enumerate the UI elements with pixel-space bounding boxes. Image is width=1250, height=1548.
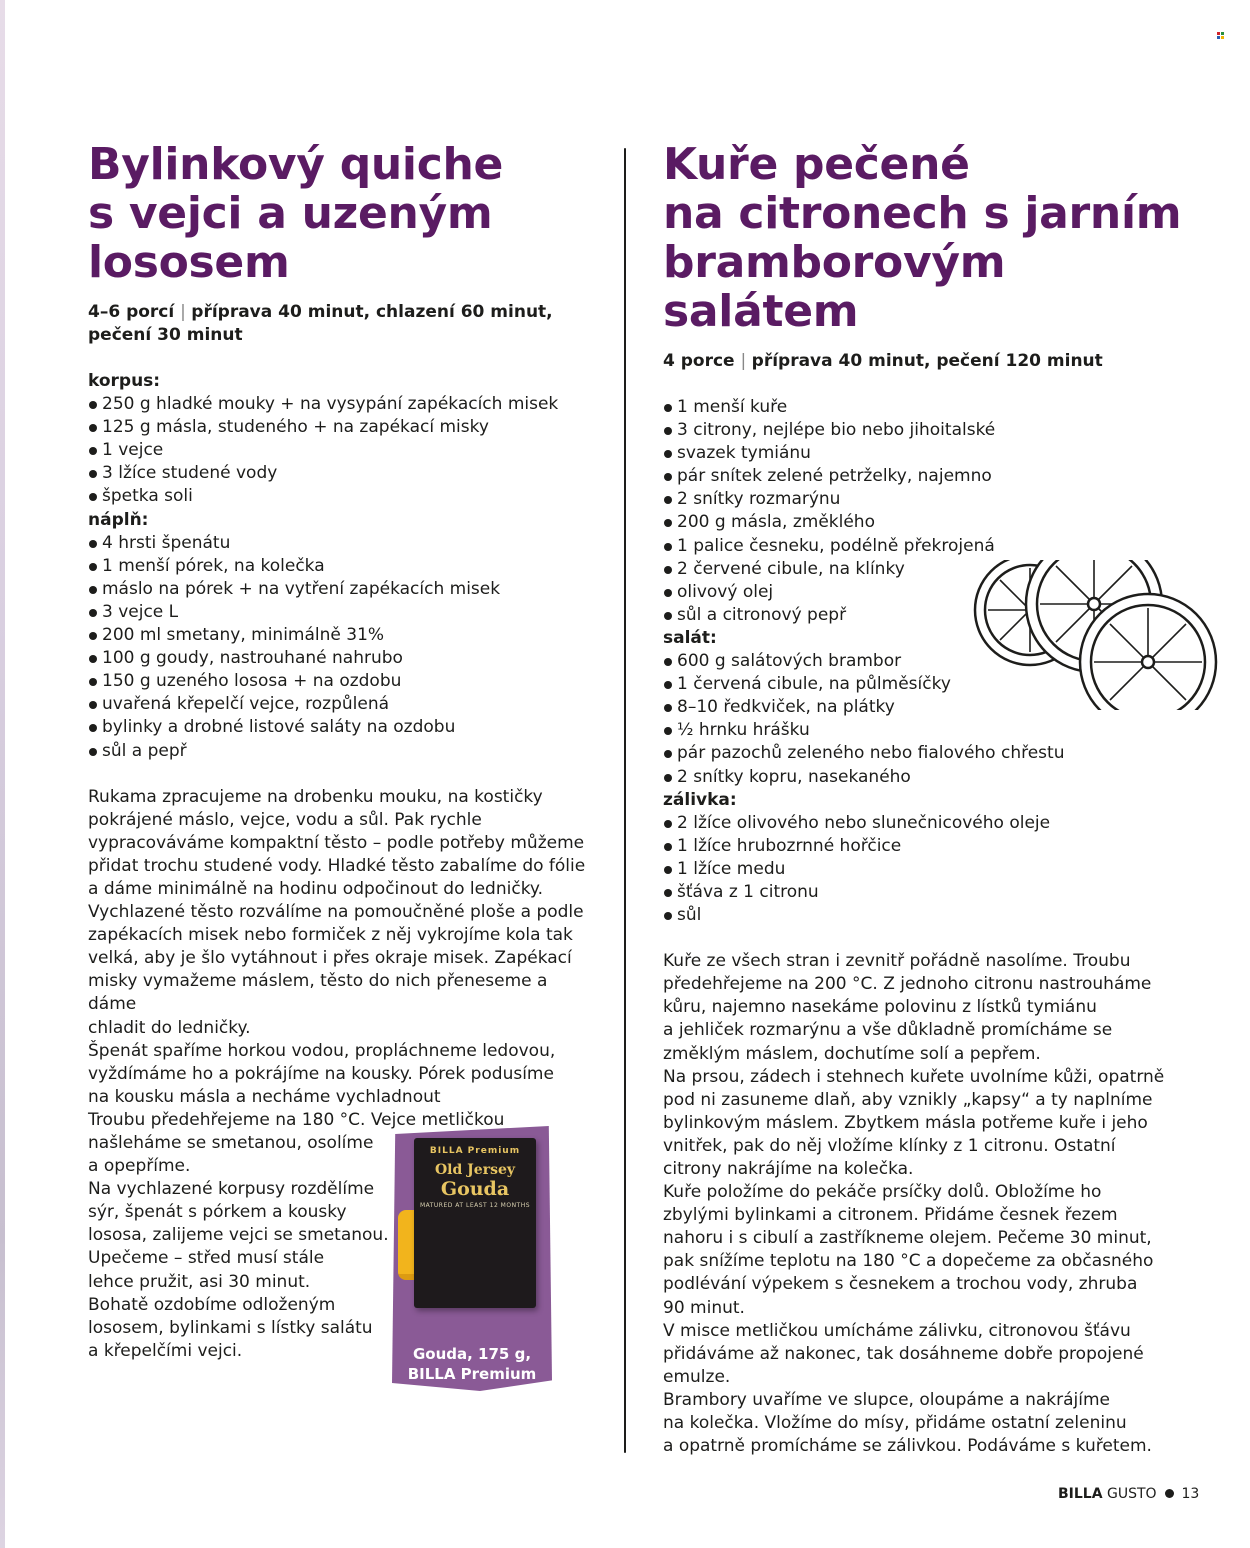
- footer-brand: BILLA: [1058, 1486, 1103, 1502]
- step-line: Na vychlazené korpusy rozdělíme: [88, 1179, 375, 1200]
- list-item: 3 vejce L: [88, 601, 588, 624]
- step-line: předehřejeme na 200 °C. Z jednoho citronu nastrouháme: [663, 974, 1152, 995]
- list-item: 1 lžíce medu: [663, 858, 1203, 881]
- ingredient-list: [88, 532, 588, 763]
- list-item: 2 snítky kopru, nasekaného: [663, 766, 1203, 789]
- step-line: na kousku másla a necháme vychladnout: [88, 1086, 441, 1107]
- list-item: uvařená křepelčí vejce, rozpůlená: [88, 693, 588, 716]
- bullet-icon: [1165, 1489, 1174, 1498]
- step-line: pak snížíme teplotu na 180 °C a dopečeme za občasného: [663, 1251, 1154, 1272]
- list-item: 8–10 ředkviček, na plátky: [663, 696, 1203, 719]
- list-item: 3 lžíce studené vody: [88, 462, 588, 485]
- step-line: zapékacích misek nebo formiček z něj vykrojíme kola tak: [88, 925, 573, 946]
- ingredients: [88, 370, 588, 763]
- step-line: lososem, bylinkami s lístky salátu: [88, 1317, 373, 1338]
- list-item: 250 g hladké mouky + na vysypání zapékacích misek: [88, 393, 588, 416]
- package-brand: BILLA Premium: [429, 1146, 521, 1156]
- package-name-line1: Old Jersey: [434, 1162, 515, 1178]
- step-line: vnitřek, pak do něj vložíme klínky z 1 citronu. Ostatní: [663, 1135, 1116, 1156]
- step-line: bylinkovým máslem. Zbytkem másla potřeme kuře i jeho: [663, 1112, 1148, 1133]
- step-line: pokrájené máslo, vejce, vodu a sůl. Pak rychle: [88, 809, 482, 830]
- section-title: zálivka:: [663, 789, 737, 810]
- step-line: a dáme minimálně na hodinu odpočinout do ledničky.: [88, 878, 543, 899]
- step-line: změklým máslem, dochutíme solí a pepřem.: [663, 1043, 1041, 1064]
- step-line: Bohatě ozdobíme odloženým: [88, 1294, 336, 1315]
- list-item: 1 menší pórek, na kolečka: [88, 555, 588, 578]
- step-line: vyždímáme ho a pokrájíme na kousky. Pórek podusíme: [88, 1063, 554, 1084]
- recipe-meta: 4 porce | příprava 40 minut, pečení 120 minut: [663, 351, 1103, 371]
- step-line: V misce metličkou umícháme zálivku, citronovou šťávu: [663, 1320, 1131, 1341]
- column-divider: [624, 148, 626, 1453]
- list-item: 3 citrony, nejlépe bio nebo jihoitalské: [663, 419, 1203, 442]
- list-item: bylinky a drobné listové saláty na ozdobu: [88, 716, 588, 739]
- list-item: pár snítek zelené petrželky, najemno: [663, 465, 1203, 488]
- step-line: přidat trochu studené vody. Hladké těsto zabalíme do fólie: [88, 855, 586, 876]
- list-item: 4 hrsti špenátu: [88, 532, 588, 555]
- list-item: 1 palice česneku, podélně překrojená: [663, 535, 1203, 558]
- section-title: náplň:: [88, 509, 149, 530]
- step-line: a křepelčími vejci.: [88, 1340, 243, 1361]
- list-item: šťáva z 1 citronu: [663, 881, 1203, 904]
- step-line: Brambory uvaříme ve slupce, oloupáme a nakrájíme: [663, 1389, 1111, 1410]
- list-item: sůl a pepř: [88, 740, 588, 763]
- list-item: 150 g uzeného lososa + na ozdobu: [88, 670, 588, 693]
- recipe-steps: [663, 950, 1203, 1458]
- step-line: velká, aby je šlo vytáhnout i přes okraje misek. Zapékací: [88, 948, 572, 969]
- step-line: našleháme se smetanou, osolíme: [88, 1133, 374, 1153]
- step-line: vypracováváme kompaktní těsto – podle potřeby můžeme: [88, 832, 585, 853]
- recipe-title: Bylinkový quiche s vejci a uzeným lososem: [88, 139, 504, 288]
- step-line: Rukama zpracujeme na drobenku mouku, na kostičky: [88, 786, 543, 807]
- list-item: 2 červené cibule, na klínky: [663, 558, 1203, 581]
- page-footer: [1058, 1486, 1199, 1502]
- page-edge-strip: [0, 0, 5, 1548]
- list-item: 600 g salátových brambor: [663, 650, 1203, 673]
- step-line: pod ni zasuneme dlaň, aby vznikly „kapsy“ a ty naplníme: [663, 1089, 1153, 1110]
- step-line: přidáváme až nakonec, tak dosáhneme dobře propojené: [663, 1343, 1144, 1364]
- list-item: 125 g másla, studeného + na zapékací misky: [88, 416, 588, 439]
- list-item: svazek tymiánu: [663, 442, 1203, 465]
- ingredient-list: [663, 812, 1203, 927]
- step-line: a opatrně promícháme se zálivkou. Podáváme s kuřetem.: [663, 1436, 1152, 1457]
- step-line: nahoru i s cibulí a zastříkneme olejem. Pečeme 30 minut,: [663, 1228, 1152, 1249]
- step-line: lehce pružit, asi 30 minut.: [88, 1271, 311, 1292]
- step-line: na kolečka. Vložíme do mísy, přidáme ostatní zeleninu: [663, 1413, 1127, 1434]
- step-line: Na prsou, zádech i stehnech kuřete uvolníme kůži, opatrně: [663, 1066, 1165, 1087]
- recipe-meta: 4–6 porcí | příprava 40 minut, chlazení 60 minut, pečení 30 minut: [88, 302, 553, 345]
- section-title: salát:: [663, 627, 717, 648]
- step-line: Špenát spaříme horkou vodou, propláchneme ledovou,: [88, 1040, 556, 1061]
- list-item: olivový olej: [663, 581, 1203, 604]
- step-line: 90 minut.: [663, 1297, 745, 1318]
- page-number: 13: [1181, 1486, 1200, 1502]
- step-line: kůru, najemno nasekáme polovinu z lístků tymiánu: [663, 997, 1097, 1018]
- step-line: sýr, špenát s pórkem a kousky: [88, 1202, 347, 1223]
- list-item: máslo na pórek + na vytření zapékacích misek: [88, 578, 588, 601]
- recipe-chicken: [663, 140, 1203, 1458]
- list-item: pár pazochů zeleného nebo fialového chřestu: [663, 742, 1203, 765]
- list-item: sůl: [663, 904, 1203, 927]
- list-item: 1 menší kuře: [663, 396, 1203, 419]
- list-item: 200 ml smetany, minimálně 31%: [88, 624, 588, 647]
- step-line: Troubu předehřejeme na 180 °C. Vejce metličkou: [88, 1109, 505, 1130]
- lemon-slices-illustration: [970, 560, 1220, 710]
- list-item: špetka soli: [88, 485, 588, 508]
- list-item: 2 snítky rozmarýnu: [663, 488, 1203, 511]
- list-item: ½ hrnku hrášku: [663, 719, 1203, 742]
- list-item: 200 g másla, změklého: [663, 511, 1203, 534]
- ingredient-list: [88, 393, 588, 508]
- step-line: Upečeme – střed musí stále: [88, 1248, 325, 1269]
- step-line: Kuře ze všech stran i zevnitř pořádně nasolíme. Troubu: [663, 951, 1131, 972]
- corner-mark-icon: [1217, 32, 1224, 39]
- step-line: misky vymažeme máslem, těsto do nich přeneseme a dáme: [88, 971, 548, 1015]
- list-item: 100 g goudy, nastrouhané nahrubo: [88, 647, 588, 670]
- step-line: citrony nakrájíme na kolečka.: [663, 1159, 914, 1179]
- step-line: lososa, zalijeme vejci se smetanou.: [88, 1225, 389, 1246]
- step-line: zbylými bylinkami a citronem. Přidáme česnek řezem: [663, 1205, 1118, 1226]
- package-tagline: MATURED AT LEAST 12 MONTHS: [419, 1202, 531, 1209]
- step-line: podlévání výpekem s česnekem a trochou vody, zhruba: [663, 1274, 1138, 1295]
- step-line: a jehliček rozmarýnu a vše důkladně promícháme se: [663, 1020, 1113, 1041]
- step-line: chladit do ledničky.: [88, 1017, 251, 1038]
- step-line: Kuře položíme do pekáče prsíčky dolů. Obložíme ho: [663, 1182, 1102, 1203]
- footer-magazine: GUSTO: [1107, 1486, 1157, 1502]
- product-caption: Gouda, 175 g, BILLA Premium: [407, 1345, 537, 1383]
- list-item: 1 lžíce hrubozrnné hořčice: [663, 835, 1203, 858]
- list-item: 1 vejce: [88, 439, 588, 462]
- recipe-title: Kuře pečené na citronech s jarním bramborovým salátem: [663, 139, 1182, 337]
- list-item: 2 lžíce olivového nebo slunečnicového oleje: [663, 812, 1203, 835]
- step-line: emulze.: [663, 1366, 731, 1387]
- package-name-line2: Gouda: [440, 1178, 510, 1200]
- section-title: korpus:: [88, 371, 161, 391]
- list-item: 1 červená cibule, na půlměsíčky: [663, 673, 1203, 696]
- step-line: a opepříme.: [88, 1156, 191, 1177]
- step-line: Vychlazené těsto rozválíme na pomoučněné ploše a podle: [88, 902, 584, 923]
- cheese-package-image: [414, 1138, 536, 1308]
- list-item: sůl a citronový pepř: [663, 604, 1203, 627]
